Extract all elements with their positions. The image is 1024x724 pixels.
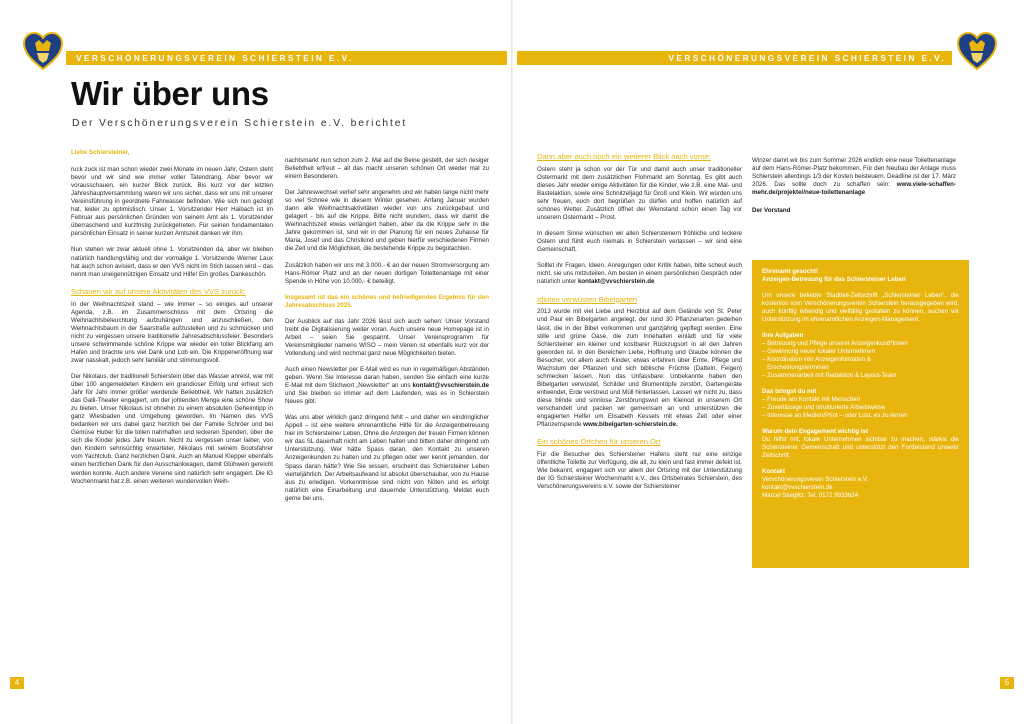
page-subtitle: Der Verschönerungsverein Schierstein e.V. berichtet (72, 118, 408, 129)
article-column-4 (752, 157, 956, 215)
article-column-3 (537, 153, 742, 491)
section-heading: Schauen wir auf unsere Aktivitäten des VVS zurück: (71, 286, 246, 296)
paragraph: Der Ausblick auf das Jahr 2026 lässt sich auch sehen: Unser Vorstand treibt die Digitalisierung weiter voran. Auch unsere neue Homepage ist in Arbeit – seien Sie gespannt. Unser Vereinsprogramm für Vereinsmitglieder namens WISO – mein Verein ist ebenfalls kurz vor der Vollendung und wird nochmal ganz neue Möglichkeiten bieten. (285, 317, 489, 357)
contact-line: Marcel Stieglitz, Tel. 0172 9933624 (762, 492, 859, 499)
article-column-2 (285, 157, 489, 503)
page-number-right: 5 (1000, 677, 1014, 689)
bring-title: Das bringst du mit (762, 388, 817, 395)
heart-crest-icon (22, 31, 64, 71)
paragraph: Nun stehen wir zwar aktuell ohne 1. Vorsitzenden da, aber wir bleiben natürlich handlungsfähig und der vormalige 1. Vorsitzende Werner Laux hat auch schon avisiert, dass er den VVS nicht im Stich lassen wird – das nennt man uneigennützigen Einsatz und Hilfe! Ein großes Dankeschön. (71, 246, 273, 278)
task-item: – Koordination von Anzeigenformaten & (762, 356, 872, 363)
volunteer-info-box (752, 260, 969, 568)
page-number-left: 4 (10, 677, 24, 689)
article-column-1 (71, 149, 273, 486)
paragraph-text: Solltet ihr Fragen, Ideen, Anregungen oder Kritik haben, bitte scheut euch nicht, sie uns mitzuteilen. Am besten in einem persönlichen Gespräch oder natürlich unter (537, 262, 742, 286)
box-intro: Um unsere beliebte Stadtteil-Zeitschrift „Schiersteiner Leben“, die kostenlos vom Verschönerungsverein Schierstein herausgegeben wird, auch künftig lebendig und vielfältig gestalten zu können, suchen wir Unterstützung im ehrenamtlichen Anzeigen-Management. (762, 292, 959, 323)
paragraph: Was uns aber wirklich ganz dringend fehlt – und daher ein eindringlicher Appell – ist eine weitere ehrenamtliche Hilfe für die Anzeigenbetreuung hier im Schiersteiner Leben. Ohne die Anzeigen der treuen Firmen können wir das SL dauerhaft nicht am Leben halten und bitten daher dringend um Unterstützung. Wer hätte Spass daran, den Kontakt zu unseren Anzeigenkunden zu halten und zu pflegen oder wer kennt jemanden, der Spass daran hätte? Wie Sie wissen, erscheint das Schiersteiner Leben vierteljährlich. Der Arbeitsaufwand ist absolut überschaubar, von zu Hause aus zu erledigen. Vorkenntnisse sind nicht von Nöten und es erfolgt natürlich eine Einarbeitung und dauernde Unterstützung. Meldet euch gerne bei uns. (285, 414, 489, 502)
paragraph: In der Weihnachtszeit stand – wie immer – so einiges auf unserer Agenda, z.B. im Zusammenschluss mit dem Ortsring die Weihnachtsbeleuchtung aufzuhängen und anzuschließen, den Weihnachtsbaum in der Saarstraße aufzustellen und zu schmücken und nicht zu vergessen unsere traditionelle Jahresabschlussfeier. Besonders unsere schwimmende schöne Krippe war wieder ein toller Blickfang am Hafen und brachte uns viel Dank und Lob ein. Die Krippeneröffnung war zwar nasskalt, jedoch sehr familiär und stimmungsvoll. (71, 300, 273, 364)
why-text: Du hilfst mit, lokale Unternehmen sichtbar zu machen, stärkst die Schiersteiner Gemeinschaft und unterstützt den Fortbestand unserer Zeitschrift. (762, 436, 959, 459)
section-heading: Dann aber auch noch ein weiterer Blick nach vorne: (537, 152, 711, 161)
contact-email[interactable]: kontakt@vvschierstein.de (762, 484, 833, 491)
section-heading: Idioten verwüsten Bibelgarten (537, 294, 638, 304)
bring-item: – Zuverlässige und strukturierte Arbeitsweise (762, 404, 886, 411)
task-item: – Betreuung und Pflege unserer Anzeigenkund*innen (762, 340, 908, 347)
page-gutter (511, 0, 513, 724)
email-link[interactable]: kontakt@vvschierstein.de (577, 278, 655, 286)
paragraph: In diesem Sinne wünschen wir allen Schiersteinern fröhliche und leckere Ostern und fühlt euch niemals in Schierstein verlassen – wir sind eine Gemeinschaft. (537, 230, 742, 254)
highlight-lead: Insgesamt ist das ein schönes und befriedigendes Ergebnis für den Jahresabschluss 2025. (285, 293, 489, 309)
website-link[interactable]: www.viele-schaffen-mehr.de/projekte//neue-toilettenanlage (752, 181, 956, 197)
section-heading: Ein schönes Örtchen für unseren Ort (537, 437, 661, 447)
bring-item: – Freude am Kontakt mit Menschen (762, 396, 861, 403)
website-link[interactable]: www.bibelgarten-schierstein.de. (583, 421, 678, 429)
task-item: – Gewinnung neuer lokaler Unternehmen (762, 348, 876, 355)
task-item: Erscheinungsterminen (762, 364, 829, 371)
task-item: – Zusammenarbeit mit Redaktion & Layout-Team (762, 372, 897, 379)
paragraph: Der Jahreswechsel verlief sehr angenehm und wir haben lange nicht mehr so viel Schnee wie in diesem Winter gesehen. Anfang Januar wurden dann alle Weihnachtsaktivitäten wieder von uns zurückgebaut und gelagert - bis auf die Krippe. Bitte nicht wundern, dass wir damit die Weihnachtszeit etwas verlängert haben, aber da die Krippe sehr in die Jahre gekommen ist, sind wir in der Planung für ein neues Zuhause für Maria, Josef und das Christkind und geben hierfür verschiedenen Firmen die Zeit und die Möglichkeit, die bestehende Krippe zu begutachten. (285, 189, 489, 253)
paragraph-text: und Sie bleiben so immer auf dem Laufenden, was es in Schierstein Neues gibt. (285, 390, 489, 406)
paragraph (285, 366, 489, 406)
paragraph: Zusätzlich haben wir uns mit 3.000,- € an der neuen Stromversorgung am Hans-Römer Platz und an der neuen dortigen Toilettenanlage mit einer Spende in Höhe von 10.000,- € beteiligt. (285, 261, 489, 285)
signature: Der Vorstand (752, 207, 791, 215)
contact-line: Verschönerungsverein Schierstein e.V. (762, 476, 869, 483)
paragraph-text: 2013 wurde mit viel Liebe und Herzblut auf dem Gelände von St. Peter und Paul ein Bibelgarten angelegt, der rund 30 Pflanzenarten gedeihen lässt, die in der Bibel vorkommen und ganzjährig gepflegt werden. Eine stille und grüne Oase, die zum Innehalten einlädt und für viele Schiersteiner ein kleiner und kostbarer Rückzugsort in all den Jahren geworden ist. In den Bereichen Liebe, Hoffnung und Glaube können die Besucher, vor allem auch Kinder, etwas erfahren über Ernte, Pflege und Wachstum der Pflanzen und sich biblische Früchte (Datteln, Feigen) schmecken lassen. Nun das Unfassbare: Unbekannte haben den Bibelgarten verwüstet, Schilder und Blumentöpfe zerstört, Gartengeräte entwendet, Erde verstreut und Müll hinterlassen. Lassen wir nicht zu, dass diese blinde und sinnlose Zerstörungswut ein Kleinod in unserem Ort verschandelt und packen wir gemeinsam an und unterstützen die engagierten Helfer um Elisabeth Kessels mit etwas Zeit oder einer Pflanzenspende (537, 308, 742, 429)
header-bar-left: VERSCHÖNERUNGSVEREIN SCHIERSTEIN E.V. (66, 51, 507, 65)
page-title: Wir über uns (71, 75, 269, 112)
paragraph (752, 157, 956, 197)
header-bar-right: VERSCHÖNERUNGSVEREIN SCHIERSTEIN E.V. (517, 51, 952, 65)
heart-crest-icon (956, 31, 998, 71)
email-link[interactable]: kontakt@vvschierstein.de (412, 382, 489, 390)
tasks-title: Ihre Aufgaben (762, 332, 804, 339)
why-title: Warum dein Engagement wichtig ist (762, 428, 868, 435)
paragraph-text: Auch einen Newsletter per E-Mail wird es nun in regelmäßigen Abständen geben. Wenn Sie Interesse daran haben, senden Sie einfach eine kurze E-Mail mit dem Stichwort „Newsletter“ an uns (285, 365, 489, 390)
paragraph: Ostern steht ja schon vor der Tür und damit auch unser traditioneller Ostermarkt mit dem zusätzlichen Flohmarkt am Sonntag. Es gibt auch dieses Jahr wieder einige Aktivitäten für die Kinder, wie z.B. eine Mal- und Bastelaktion, sowie eine Schnitzeljagd für Groß und Klein. Wir würden uns sehr freuen, euch dort begrüßen zu dürfen und hoffen natürlich auf schönes Wetter. Zusätzlich öffnet der Weinstand schon einen Tag vor unserem Ostermarkt – Prost. (537, 165, 742, 222)
contact-title: Kontakt (762, 468, 786, 475)
paragraph (537, 262, 742, 286)
greeting: Liebe Schiersteiner, (71, 149, 130, 156)
paragraph: nachtsmarkt nun schon zum 2. Mal auf die Beine gestellt, der sich riesiger Beliebtheit erfreut – all das macht unseren schönen Ort wieder mal zu einem Besonderen. (285, 157, 489, 181)
box-subtitle: Anzeigen-Betreuung für das Schiersteiner Leben (762, 276, 906, 283)
bring-item: – Interesse an Medien/Print – oder Lust, es zu lernen (762, 412, 908, 419)
box-title: Ehrenamt gesucht! (762, 268, 819, 275)
paragraph: ruck zuck ist man schon wieder zwei Monate im neuen Jahr, Ostern steht bevor und wir sind wie immer voller Tatendrang. Aber bevor wir vorausschauen, ein kurzer Blick zurück. Bis kurz vor der letzten Jahreshauptversammlung waren wir uns sicher, dass wir uns mit unserer Vereinsführung in geordnete Fahrwasser befinden. Wie sich nun gezeigt hat, leider zu optimistisch. Unser 1. Vorsitzender Herr Haibach ist im Februar aus persönlichen Gründen von seinem Amt als 1. Vorsitzender überraschend und kurzfristig zurückgetreten. Für seinen fundamentalen persönlichen Einsatz in seiner kurzen Amtszeit danken wir ihm. (71, 166, 273, 238)
paragraph (537, 308, 742, 429)
paragraph-text: Winzer damit wir bis zum Sommer 2026 endlich eine neue Toilettenanlage auf dem Hans-Römer-Platz bekommen. Für den Neubau der Anlage muss Schierstein allerdings 1/3 der Kosten beisteuern. Deadline ist der 17. März 2026. Das sollte doch zu schaffen sein: (752, 157, 956, 189)
paragraph: Der Nikolaus, der traditionell Schierstein über das Wasser anreist, war mit über 100 angemeldeten Kindern ein grandioser Erfolg und erfreut sich Jahr für Jahr immer größer werdende Beliebtheit. Wir hatten zusätzlich das Galli-Theater engagiert, um der johlenden Menge eine schöne Show zu bieten. Unser Nikolaus ist ohnehin zu einem absoluten Geheimtipp in ganz Wiesbaden und Umgebung geworden. Im Namen des VVS bedanken wir uns dabei ganz herzlich bei der Familie Schröer und bei Gemüse Huber für die tollen nahrhaften und leckeren Spenden, über die sich die Kinder jedes Jahr freuen. Nicht zu vergessen unser lieber, von den Kindern sehnsüchtig erwarteter, Nikolaus mit seinem Bootsfahrer vom Yachtclub. Ganz herzlichen Dank. Auch an Manuel Klepper ebenfalls einen herzlichen Dank für den Ausschankwagen, damit Glühwein gereicht werden konnte. Auch andere Vereine sind natürlich sehr engagiert. Die IG Wochenmarkt hat z.B. einen weiteren wundervollen Weih- (71, 372, 273, 485)
paragraph: Für die Besucher des Schiersteiner Hafens steht nur eine einzige öffentliche Toilette zur Verfügung, die alt, zu klein und fast immer defekt ist. Wie bekannt, engagiert sich vor allem der Ortsring mit der Unterstützung der IG Schiersteiner Wochenmarkt e.V., des Ortsbeirates Schierstein, des Verschönerungsvereins e.V. sowie der Schiersteiner (537, 451, 742, 491)
